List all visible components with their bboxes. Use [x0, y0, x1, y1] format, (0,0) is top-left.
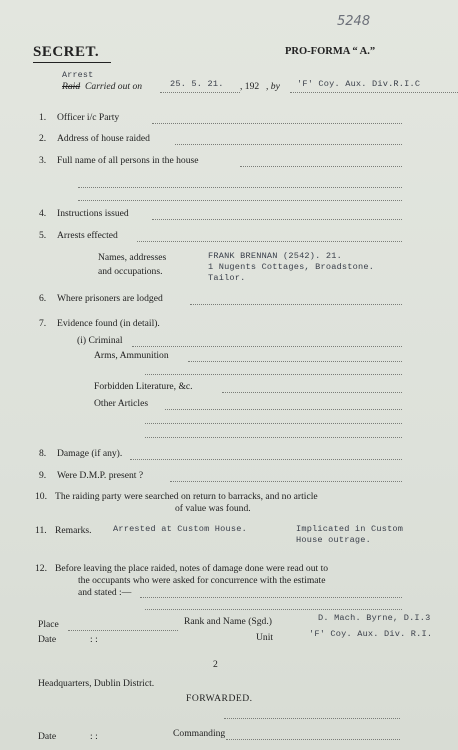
item-5-typed-3: Tailor.	[208, 273, 246, 283]
hq-date-label: Date	[38, 731, 57, 742]
raid-unit: 'F' Coy. Aux. Div.R.I.C	[297, 79, 421, 89]
item-7-other-line-1	[165, 409, 402, 410]
item-11-label: Remarks.	[55, 525, 92, 536]
secret-heading: SECRET.	[33, 44, 100, 60]
item-7-literature: Forbidden Literature, &c.	[94, 381, 193, 392]
item-7-criminal: (i) Criminal	[77, 335, 123, 346]
item-11-number: 11.	[35, 525, 47, 536]
raid-struck: Raid	[62, 81, 81, 92]
secret-underline	[33, 62, 111, 63]
item-9-label: Were D.M.P. present ?	[57, 470, 144, 481]
item-7-other-line-2	[145, 423, 402, 424]
item-7-literature-line	[222, 392, 402, 393]
raid-date: 25. 5. 21.	[170, 79, 224, 89]
reference-number: 5248	[337, 14, 371, 29]
sig-date-separators: : :	[90, 634, 98, 645]
item-9-number: 9.	[39, 470, 47, 481]
item-10-label-1: The raiding party were searched on return to barracks, and no article	[55, 491, 318, 502]
item-11-typed-3: House outrage.	[296, 535, 371, 545]
item-7-criminal-line	[132, 346, 402, 347]
hq-label: Headquarters, Dublin District.	[38, 678, 155, 689]
item-8-number: 8.	[39, 448, 47, 459]
raid-date-line	[160, 92, 240, 93]
item-10-number: 10.	[35, 491, 47, 502]
item-2-number: 2.	[39, 133, 47, 144]
item-2-label: Address of house raided	[57, 133, 150, 144]
unit-typed: 'F' Coy. Aux. Div. R.I.	[309, 629, 433, 639]
item-11-typed-2: Implicated in Custom	[296, 524, 404, 534]
item-4-label: Instructions issued	[57, 208, 129, 219]
item-1-line	[152, 123, 402, 124]
unit-label: Unit	[256, 632, 274, 643]
item-7-other-line-3	[145, 437, 402, 438]
by-label: , by	[266, 81, 280, 92]
item-3-line-3	[78, 200, 402, 201]
sig-date-label: Date	[38, 634, 57, 645]
item-12-number: 12.	[35, 563, 47, 574]
item-6-label: Where prisoners are lodged	[57, 293, 163, 304]
item-3-number: 3.	[39, 155, 47, 166]
item-4-line	[152, 219, 402, 220]
item-7-arms-line-2	[145, 374, 402, 375]
item-8-label: Damage (if any).	[57, 448, 123, 459]
hq-commanding-label: Commanding	[173, 728, 226, 739]
item-9-line	[170, 481, 402, 482]
raid-unit-line	[290, 92, 458, 93]
item-12-line-2	[145, 609, 402, 610]
item-5-line	[137, 241, 402, 242]
item-7-arms-line-1	[188, 361, 402, 362]
commanding-line	[226, 739, 400, 740]
item-12-label-3: and stated :—	[78, 587, 132, 598]
pro-forma-label: PRO-FORMA “ A.”	[285, 46, 376, 57]
carried-out-label: Carried out on	[85, 81, 143, 92]
item-5-label: Arrests effected	[57, 230, 118, 241]
item-12-label-2: the occupants who were asked for concurrence with the estimate	[78, 575, 326, 586]
item-1-label: Officer i/c Party	[57, 112, 120, 123]
item-7-label: Evidence found (in detail).	[57, 318, 160, 329]
item-11-typed-1: Arrested at Custom House.	[113, 524, 247, 534]
item-3-label: Full name of all persons in the house	[57, 155, 199, 166]
item-5-names-label-2: and occupations.	[98, 266, 163, 277]
rank-typed: D. Mach. Byrne, D.I.3	[318, 613, 431, 623]
item-12-label-1: Before leaving the place raided, notes of damage done were read out to	[55, 563, 329, 574]
item-5-typed-1: FRANK BRENNAN (2542). 21.	[208, 251, 342, 261]
item-7-arms: Arms, Ammunition	[94, 350, 169, 361]
item-6-number: 6.	[39, 293, 47, 304]
item-3-line-1	[240, 166, 402, 167]
hq-date-separators: : :	[90, 731, 98, 742]
item-1-number: 1.	[39, 112, 47, 123]
item-5-names-label-1: Names, addresses	[98, 252, 167, 263]
item-6-line	[190, 304, 402, 305]
rank-label: Rank and Name (Sgd.)	[184, 616, 272, 627]
item-5-typed-2: 1 Nugents Cottages, Broadstone.	[208, 262, 375, 272]
hq-line	[224, 718, 400, 719]
item-4-number: 4.	[39, 208, 47, 219]
item-3-line-2	[78, 187, 402, 188]
place-line	[68, 630, 178, 631]
item-5-number: 5.	[39, 230, 47, 241]
item-10-label-2: of value was found.	[175, 503, 251, 514]
item-12-line-1	[140, 597, 402, 598]
page-number: 2	[213, 659, 218, 670]
forwarded-label: FORWARDED.	[186, 693, 253, 704]
item-7-other: Other Articles	[94, 398, 149, 409]
year-prefix: , 192	[240, 81, 260, 92]
item-2-line	[175, 144, 402, 145]
place-label: Place	[38, 619, 59, 630]
item-7-number: 7.	[39, 318, 47, 329]
arrest-inserted: Arrest	[62, 70, 94, 80]
item-8-line	[130, 459, 402, 460]
